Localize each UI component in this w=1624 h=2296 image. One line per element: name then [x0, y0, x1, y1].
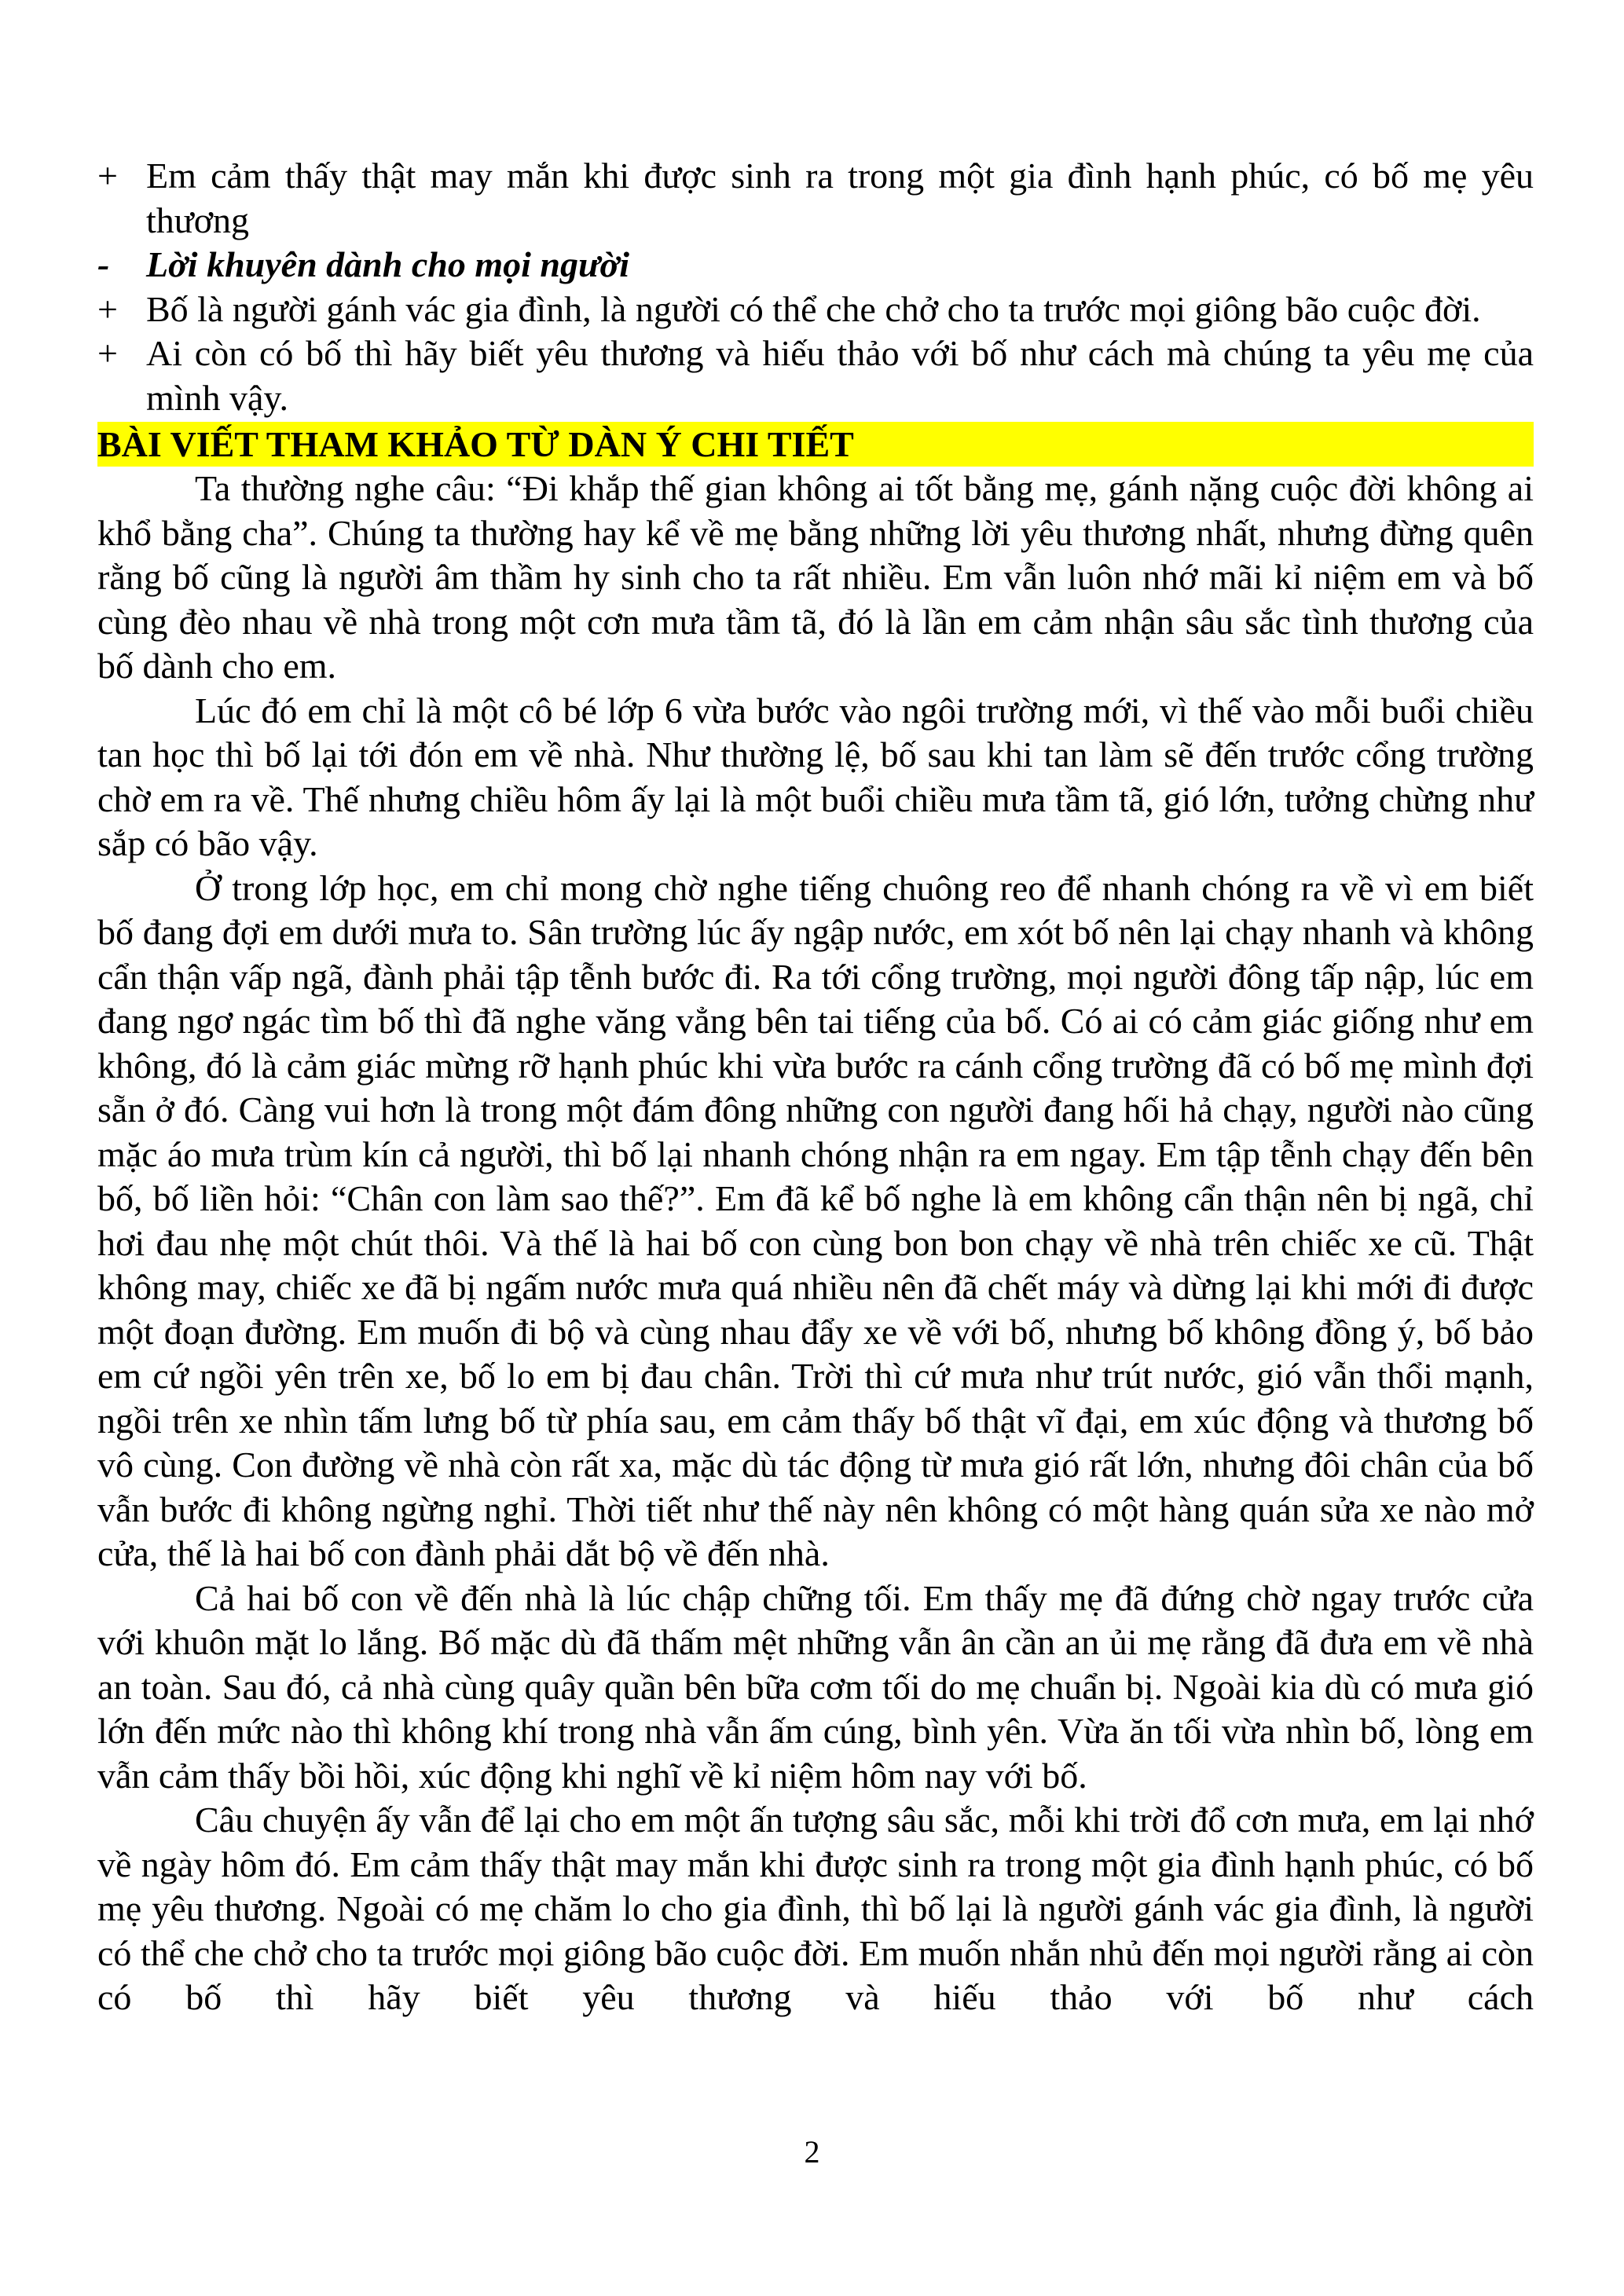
document-page [97, 154, 1534, 2020]
paragraph: Ở trong lớp học, em chỉ mong chờ nghe tiếng chuông reo để nhanh chóng ra về vì em biết bố đang đợi em dưới mưa to. Sân trường lúc ấy ngập nước, em xót bố nên lại chạy nhanh và không cẩn thận vấp ngã, đành phải tập tễnh bước đi. Ra tới cổng trường, mọi người đông tấp nập, lúc em đang ngơ ngác tìm bố thì đã nghe văng vẳng bên tai tiếng của bố. Có ai có cảm giác giống như em không, đó là cảm giác mừng rỡ hạnh phúc khi vừa bước ra cánh cổng trường đã có bố mẹ mình đợi sẵn ở đó. Càng vui hơn là trong một đám đông những con người đang hối hả chạy, người nào cũng mặc áo mưa trùm kín cả người, thì bố lại nhanh chóng nhận ra em ngay. Em tập tễnh chạy đến bên bố, bố liền hỏi: “Chân con làm sao thế?”. Em đã kể bố nghe là em không cẩn thận nên bị ngã, chỉ hơi đau nhẹ một chút thôi. Và thế là hai bố con cùng bon bon chạy về nhà trên chiếc xe cũ. Thật không may, chiếc xe đã bị ngấm nước mưa quá nhiều nên đã chết máy và dừng lại khi mới đi được một đoạn đường. Em muốn đi bộ và cùng nhau đẩy xe về với bố, nhưng bố không đồng ý, bố bảo em cứ ngồi yên trên xe, bố lo em bị đau chân. Trời thì cứ mưa như trút nước, gió vẫn thổi mạnh, ngồi trên xe nhìn tấm lưng bố từ phía sau, em cảm thấy bố thật vĩ đại, em xúc động và thương bố vô cùng. Con đường về nhà còn rất xa, mặc dù tác động từ mưa gió rất lớn, nhưng đôi chân của bố vẫn bước đi không ngừng nghỉ. Thời tiết như thế này nên không có một hàng quán sửa xe nào mở cửa, thế là hai bố con đành phải dắt bộ về đến nhà. [97, 867, 1534, 1573]
paragraph: Lúc đó em chỉ là một cô bé lớp 6 vừa bước vào ngôi trường mới, vì thế vào mỗi buổi chiều tan học thì bố lại tới đón em về nhà. Như thường lệ, bố sau khi tan làm sẽ đến trước cổng trường chờ em ra về. Thế nhưng chiều hôm ấy lại là một buổi chiều mưa tầm tã, gió lớn, tưởng chừng như sắp có bão vậy. [97, 690, 1534, 863]
page-number: 2 [804, 2134, 820, 2170]
advice-title: Lời khuyên dành cho mọi người [146, 244, 629, 284]
section-heading: BÀI VIẾT THAM KHẢO TỪ DÀN Ý CHI TIẾT [97, 422, 1534, 467]
plus-marker: + [97, 333, 118, 373]
bullet-item [97, 331, 1534, 420]
paragraph: Câu chuyện ấy vẫn để lại cho em một ấn tượng sâu sắc, mỗi khi trời đổ cơn mưa, em lại nhớ về ngày hôm đó. Em cảm thấy thật may mắn khi được sinh ra trong một gia đình hạnh phúc, có bố mẹ yêu thương. Ngoài có mẹ chăm lo cho gia đình, thì bố lại là người gánh vác gia đình, là người có thể che chở cho ta trước mọi giông bão cuộc đời. Em muốn nhắn nhủ đến mọi người rằng ai còn có bố thì hãy biết yêu thương và hiếu thảo với bố như cách [97, 1800, 1534, 2017]
bullet-text: Em cảm thấy thật may mắn khi được sinh ra trong một gia đình hạnh phúc, có bố mẹ yêu thương [146, 156, 1534, 240]
bullet-item [97, 154, 1534, 243]
plus-marker: + [97, 156, 118, 196]
paragraph: Cả hai bố con về đến nhà là lúc chập chững tối. Em thấy mẹ đã đứng chờ ngay trước cửa với khuôn mặt lo lắng. Bố mặc dù đã thấm mệt những vẫn ân cần an ủi mẹ rằng đã đưa em về nhà an toàn. Sau đó, cả nhà cùng quây quần bên bữa cơm tối do mẹ chuẩn bị. Ngoài kia dù có mưa gió lớn đến mức nào thì không khí trong nhà vẫn ấm cúng, bình yên. Vừa ăn tối vừa nhìn bố, lòng em vẫn cảm thấy bồi hồi, xúc động khi nghĩ về kỉ niệm hôm nay với bố. [97, 1577, 1534, 1796]
plus-marker: + [97, 288, 118, 329]
bullet-text: Bố là người gánh vác gia đình, là người có thể che chở cho ta trước mọi giông bão cuộc đời. [146, 288, 1481, 329]
advice-heading [97, 243, 1534, 287]
bullet-text: Ai còn có bố thì hãy biết yêu thương và hiếu thảo với bố như cách mà chúng ta yêu mẹ của mình vậy. [146, 333, 1534, 418]
bullet-item [97, 287, 1534, 332]
dash-marker: - [97, 244, 110, 284]
paragraph: Ta thường nghe câu: “Đi khắp thế gian không ai tốt bằng mẹ, gánh nặng cuộc đời không ai khổ bằng cha”. Chúng ta thường hay kể về mẹ bằng những lời yêu thương nhất, nhưng đừng quên rằng bố cũng là người âm thầm hy sinh cho ta rất nhiều. Em vẫn luôn nhớ mãi kỉ niệm em và bố cùng đèo nhau về nhà trong một cơn mưa tầm tã, đó là lần em cảm nhận sâu sắc tình thương của bố dành cho em. [97, 468, 1534, 686]
